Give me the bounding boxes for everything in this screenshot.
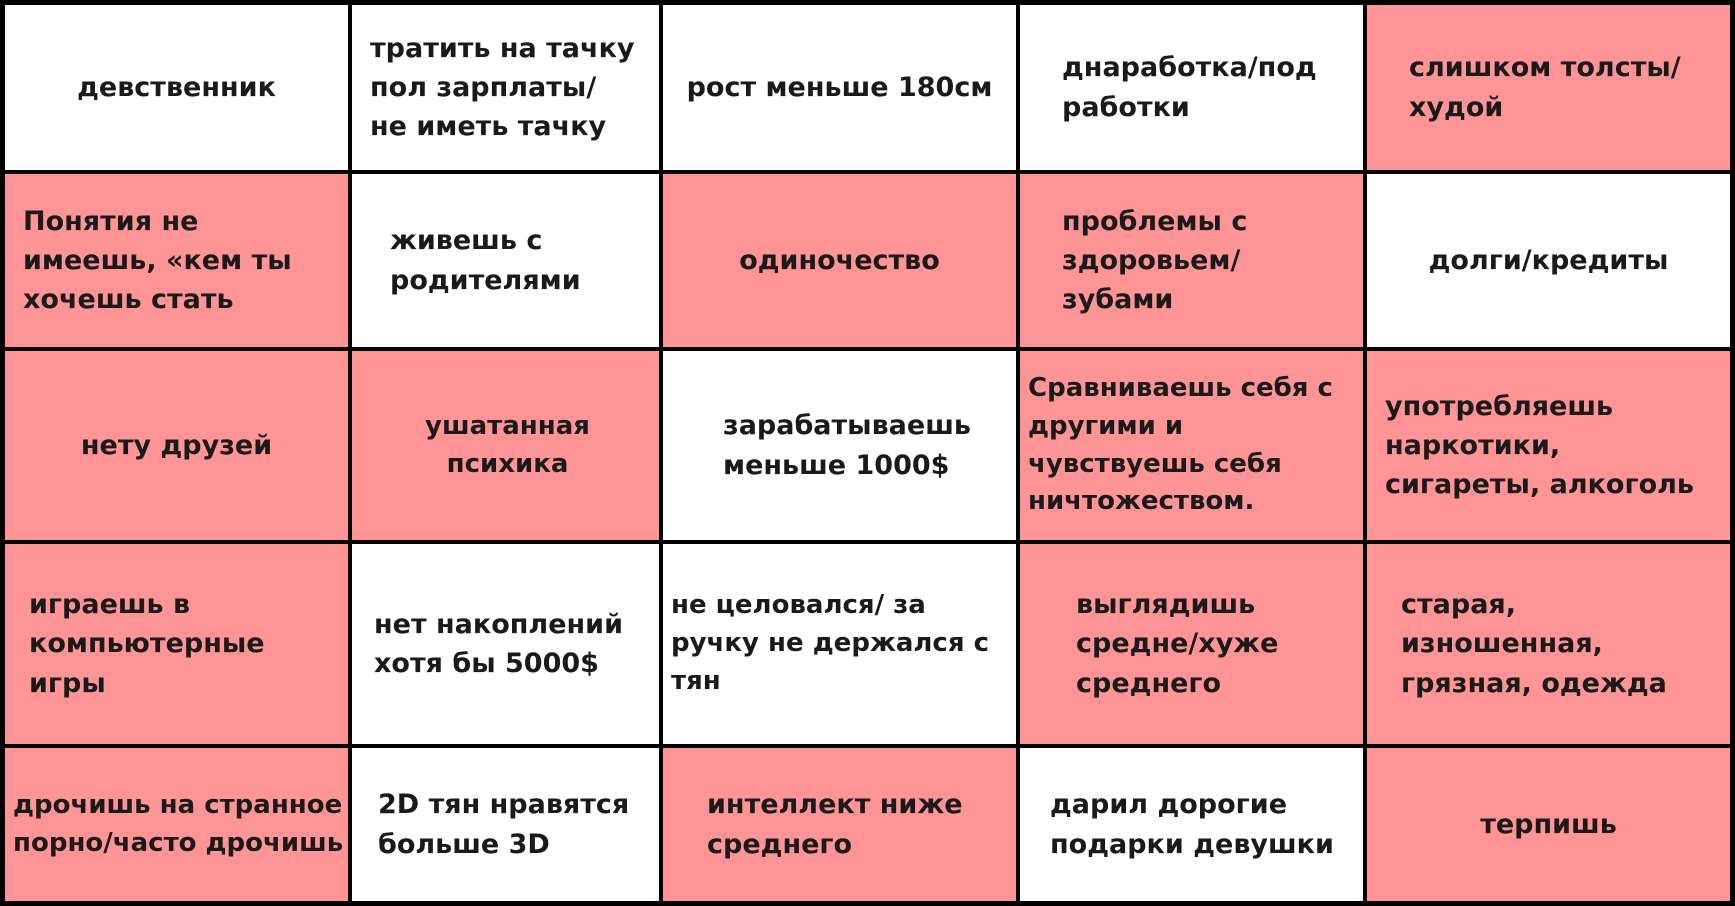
bingo-cell[interactable]: [352, 544, 663, 748]
cell-text: Понятия не имеешь, «кем ты хочешь стать: [23, 205, 292, 316]
cell-text: живешь с родителями: [390, 225, 581, 296]
bingo-cell[interactable]: [1367, 351, 1730, 544]
bingo-cell[interactable]: [663, 351, 1020, 544]
cell-text: дрочишь на странное порно/часто дрочишь: [13, 789, 344, 858]
cell-text: выглядишь средне/хуже среднего: [1076, 589, 1279, 699]
cell-text: одиночество: [739, 244, 940, 276]
bingo-cell[interactable]: [352, 351, 663, 544]
bingo-cell[interactable]: [1020, 544, 1367, 748]
bingo-cell[interactable]: [352, 174, 663, 351]
bingo-cell[interactable]: [352, 5, 663, 174]
bingo-cell[interactable]: [5, 544, 352, 748]
cell-text: старая, изношенная, грязная, одежда: [1401, 589, 1667, 699]
bingo-cell[interactable]: [1020, 748, 1367, 901]
cell-text: тратить на тачку пол зарплаты/ не иметь тачку: [370, 32, 635, 143]
cell-text: нет накоплений хотя бы 5000$: [374, 608, 623, 679]
cell-text: слишком толсты/худой: [1409, 52, 1681, 123]
cell-text: ушатанная психика: [425, 410, 590, 479]
bingo-cell[interactable]: [5, 5, 352, 174]
bingo-cell[interactable]: [663, 5, 1020, 174]
cell-text: дарил дорогие подарки девушки: [1050, 789, 1334, 860]
bingo-cell[interactable]: [663, 748, 1020, 901]
bingo-cell[interactable]: [5, 748, 352, 901]
bingo-cell[interactable]: [1367, 174, 1730, 351]
cell-text: долги/кредиты: [1428, 244, 1669, 276]
bingo-cell[interactable]: [1020, 174, 1367, 351]
bingo-cell[interactable]: [1020, 5, 1367, 174]
bingo-cell[interactable]: [1367, 544, 1730, 748]
bingo-cell[interactable]: [1367, 5, 1730, 174]
bingo-cell[interactable]: [5, 351, 352, 544]
cell-text: употребляешь наркотики, сигареты, алкоголь: [1385, 390, 1694, 501]
cell-text: играешь в компьютерные игры: [29, 589, 265, 699]
bingo-cell[interactable]: [5, 174, 352, 351]
bingo-cell[interactable]: [663, 544, 1020, 748]
cell-text: не целовался/ за ручку не держался с тян: [671, 590, 989, 696]
cell-text: 2D тян нравятся больше 3D: [378, 789, 630, 860]
bingo-cell[interactable]: [663, 174, 1020, 351]
cell-text: зарабатываешь меньше 1000$: [723, 410, 971, 481]
bingo-cell[interactable]: [1367, 748, 1730, 901]
cell-text: рост меньше 180см: [686, 71, 993, 103]
bingo-cell[interactable]: [352, 748, 663, 901]
cell-text: нету друзей: [80, 429, 273, 461]
cell-text: терпишь: [1480, 808, 1617, 840]
cell-text: Сравниваешь себя с другими и чувствуешь себя ничтожеством.: [1028, 373, 1333, 517]
cell-text: днаработка/подработки: [1062, 52, 1317, 123]
cell-text: проблемы с здоровьем/зубами: [1062, 205, 1248, 316]
cell-text: интеллект ниже среднего: [707, 789, 963, 860]
bingo-cell[interactable]: [1020, 351, 1367, 544]
cell-text: девственник: [77, 71, 276, 103]
